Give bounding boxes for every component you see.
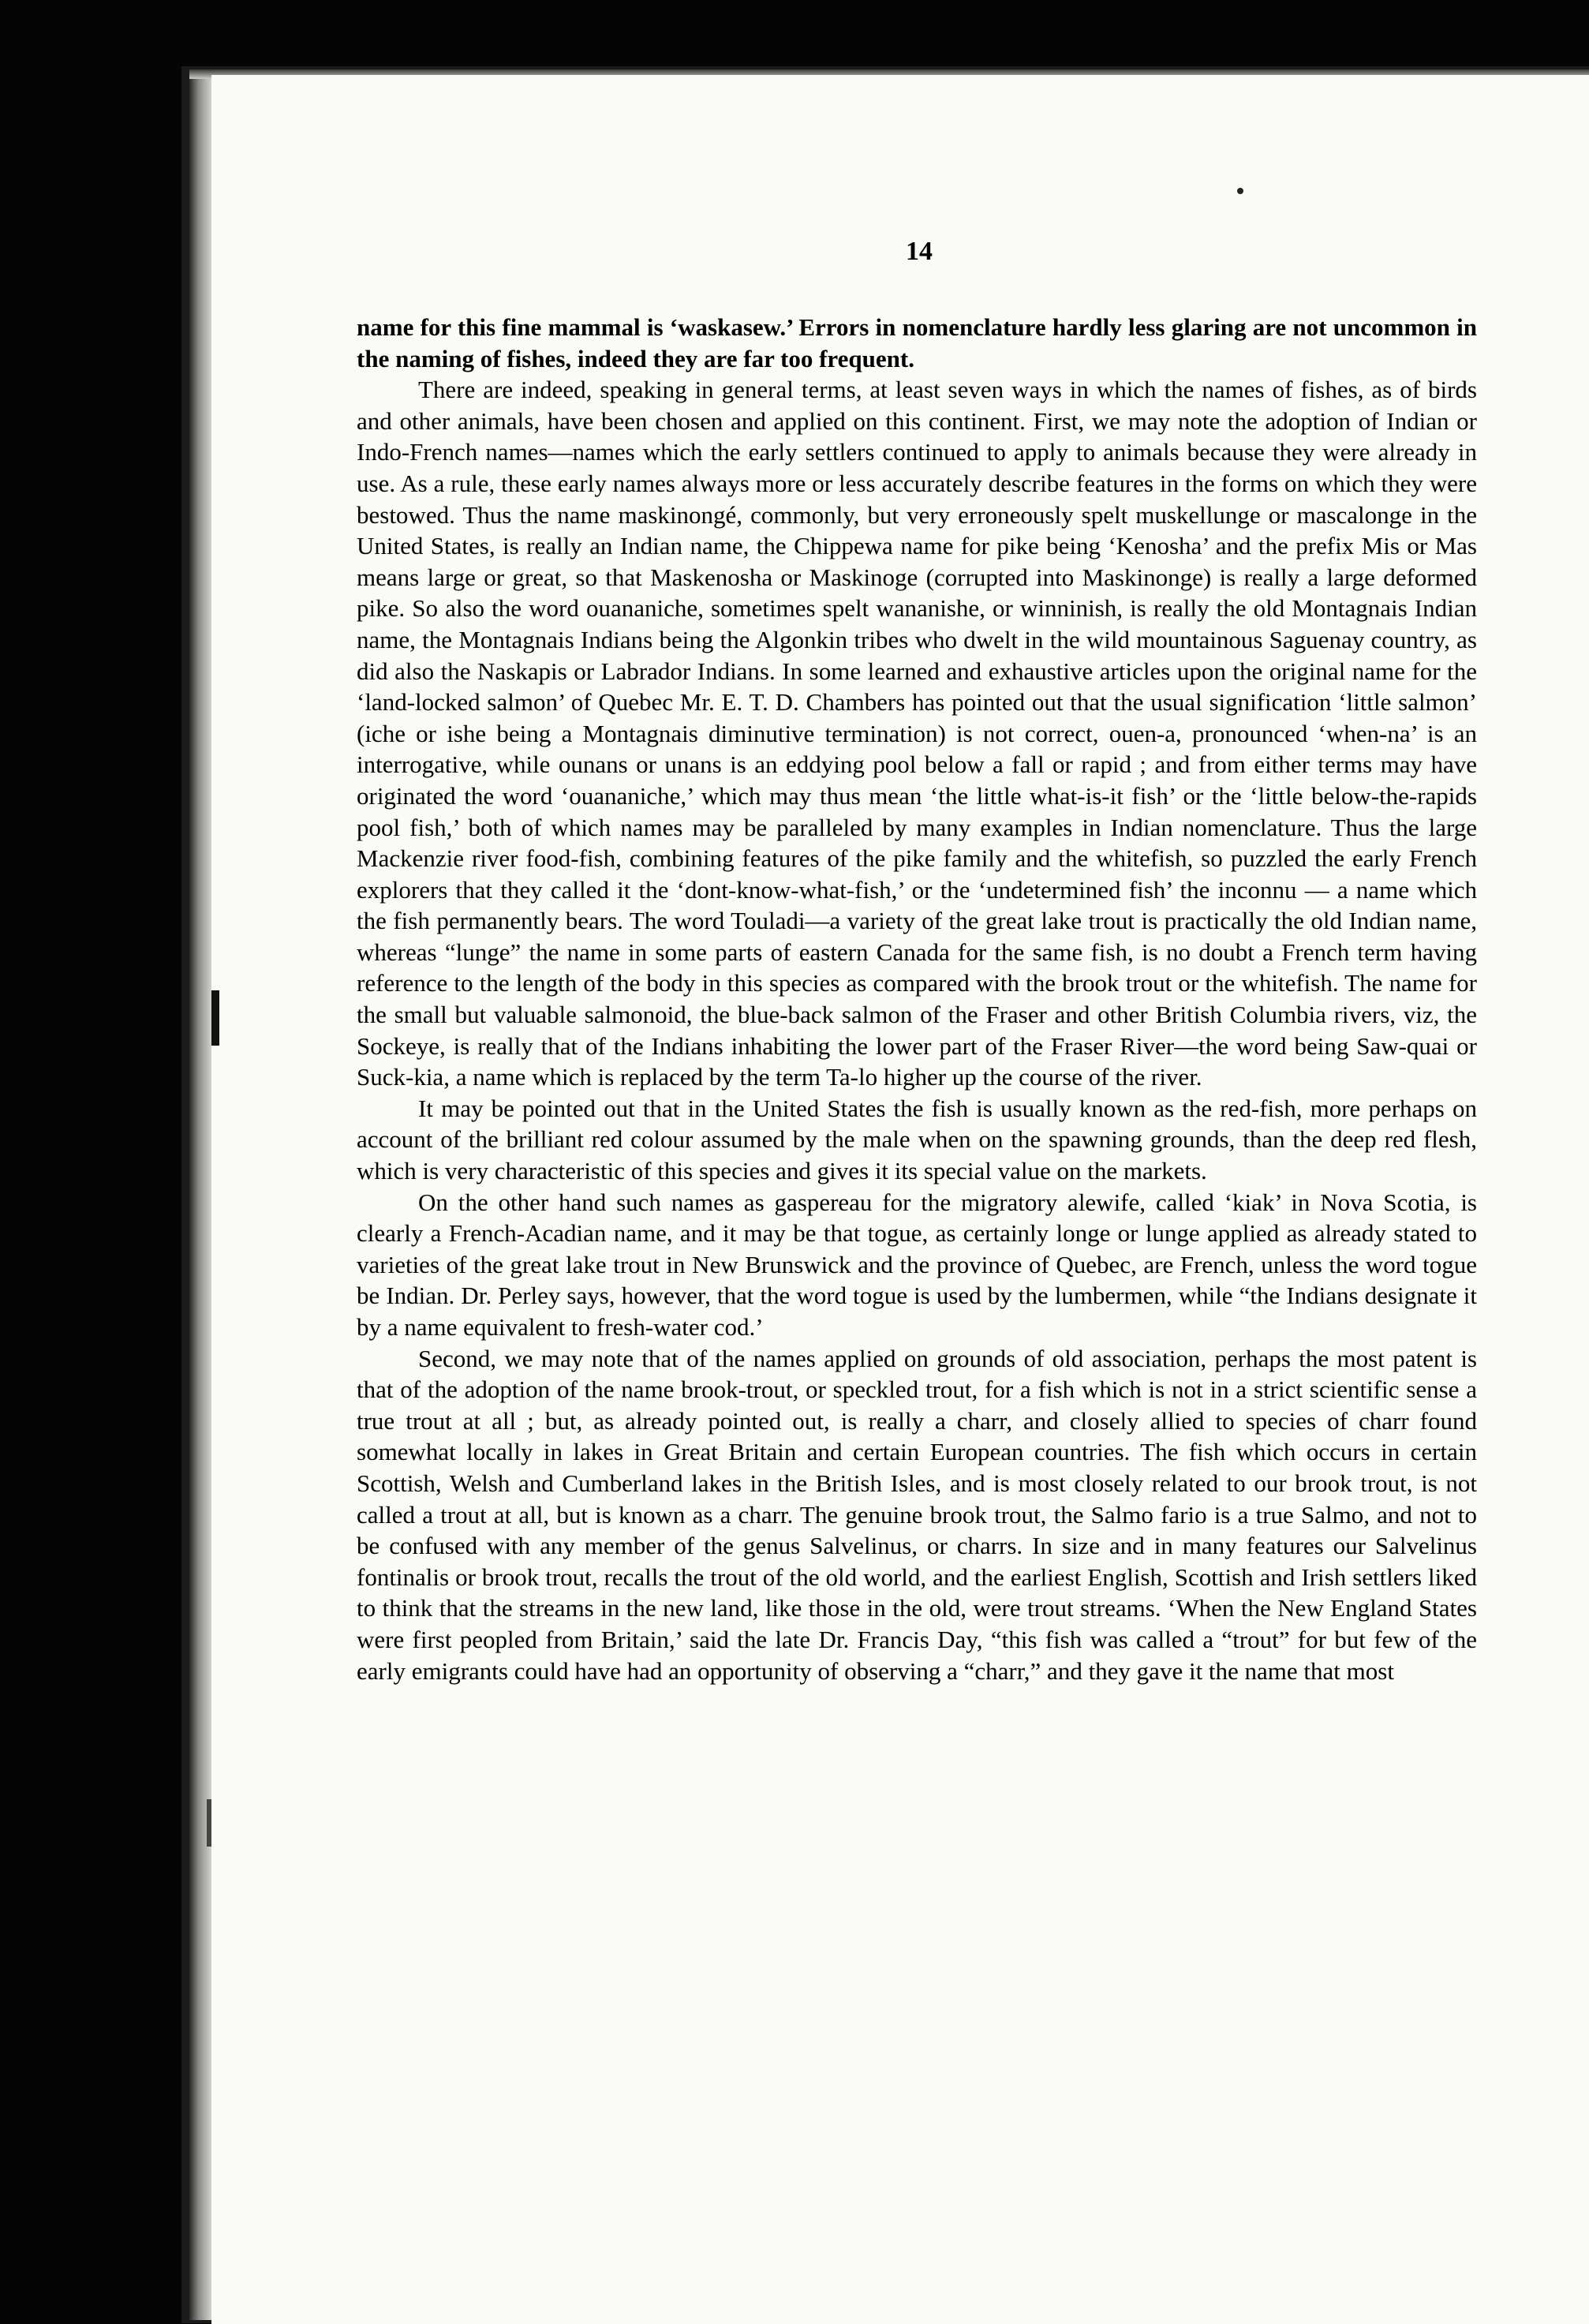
paragraph-3: It may be pointed out that in the United States the fish is usually known as the red-fish, more perhaps on account of the brilliant red colour assumed by the male when on the spawning grounds, than the deep red flesh, which is very characteristic of this species and gives it its special value on the markets.: [357, 1094, 1477, 1185]
ink-speck: [1237, 188, 1243, 194]
paragraph-4: On the other hand such names as gaspereau for the migratory alewife, called ‘kiak’ in Nova Scotia, is clearly a French-Acadian name, and it may be that togue, as certainly longe or lunge applied as already stated to varieties of the great lake trout in New Brunswick and the province of Quebec, are French, unless the word togue be Indian. Dr. Perley says, however, that the word togue is used by the lumbermen, while “the Indians designate it by a name equivalent to fresh-water cod.’: [357, 1188, 1477, 1341]
paragraph-2: There are indeed, speaking in general terms, at least seven ways in which the names of fishes, as of birds and other animals, have been chosen and applied on this continent. First, we may note the adoption of Indian or Indo-French names—names which the early settlers continued to apply to animals because they were already in use. As a rule, these early names always more or less accurately describe features in the forms on which they were bestowed. Thus the name maskinongé, commonly, but very erroneously spelt muskellunge or mascalonge in the United States, is really an Indian name, the Chippewa name for pike being ‘Kenosha’ and the prefix Mis or Mas means large or great, so that Maskenosha or Maskinoge (corrupted into Maskinonge) is really a large deformed pike. So also the word ouananiche, sometimes spelt wananishe, or winninish, is really the old Montagnais Indian name, the Montagnais Indians being the Algonkin tribes who dwelt in the wild mountainous Saguenay country, as did also the Naskapis or Labrador Indians. In some learned and exhaustive articles upon the original name for the ‘land-locked salmon’ of Quebec Mr. E. T. D. Chambers has pointed out that the usual signification ‘little salmon’ (iche or ishe being a Montagnais diminutive termination) is not correct, ouen-a, pronounced ‘when-na’ is an interrogative, while ounans or unans is an eddying pool below a fall or rapid ; and from either terms may have originated the word ‘ouananiche,’ which may thus mean ‘the little what-is-it fish’ or the ‘little below-the-rapids pool fish,’ both of which names may be paralleled by many examples in Indian nomenclature. Thus the large Mackenzie river food-fish, combining features of the pike family and the whitefish, so puzzled the early French explorers that they called it the ‘dont-know-what-fish,’ or the ‘undetermined fish’ the inconnu — a name which the fish permanently bears. The word Touladi—a variety of the great lake trout is practically the old Indian name, whereas “lunge” the name in some parts of eastern Canada for the same fish, is no doubt a French term having reference to the length of the body in this species as compared with the brook trout or the whitefish. The name for the small but valuable salmonoid, the blue-back salmon of the Fraser and other British Columbia rivers, viz, the Sockeye, is really that of the Indians inhabiting the lower part of the Fraser River—the word being Saw-quai or Suck-kia, a name which is replaced by the term Ta-lo higher up the course of the river.: [357, 376, 1477, 1091]
paragraph-5: Second, we may note that of the names applied on grounds of old association, perhaps the most patent is that of the adoption of the name brook-trout, or speckled trout, for a fish which is not in a strict scientific sense a true trout at all ; but, as already pointed out, is really a charr, and closely allied to species of charr found somewhat locally in lakes in Great Britain and certain European countries. The fish which occurs in certain Scottish, Welsh and Cumberland lakes in the British Isles, and is most closely related to our brook trout, is not called a trout at all, but is known as a charr. The genuine brook trout, the Salmo fario is a true Salmo, and not to be confused with any member of the genus Salvelinus, or charrs. In size and in many features our Salvelinus fontinalis or brook trout, recalls the trout of the old world, and the earliest English, Scottish and Irish settlers liked to think that the streams in the new land, like those in the old, were trout streams. ‘When the New England States were first peopled from Britain,’ said the late Dr. Francis Day, “this fish was called a “trout” for but few of the early emigrants could have had an opportunity of observing a “charr,” and they gave it the name that most: [357, 1344, 1477, 1685]
page-number: 14: [906, 237, 933, 266]
page-left-edge: [189, 71, 213, 2320]
margin-mark-lower: [207, 1799, 211, 1847]
body-text: [357, 312, 1477, 1686]
margin-mark: [211, 990, 219, 1046]
paragraph-1: name for this fine mammal is ‘waskasew.’ Errors in nomenclature hardly less glaring are not uncommon in the naming of fishes, indeed they are far too frequent.: [357, 313, 1477, 372]
